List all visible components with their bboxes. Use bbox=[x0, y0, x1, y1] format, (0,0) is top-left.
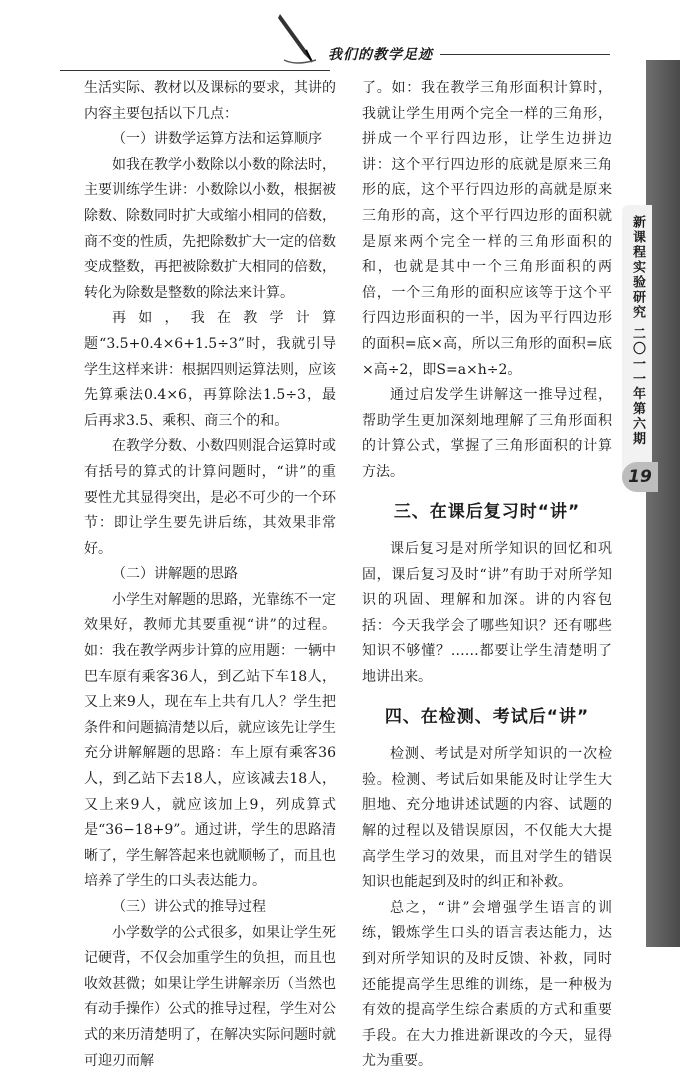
subsection-heading: （三）讲公式的推导过程 bbox=[112, 899, 266, 915]
subsection-heading: （二）讲解题的思路 bbox=[112, 566, 238, 583]
paragraph: 了。如：我在教学三角形面积计算时，我就让学生用两个完全一样的三角形，拼成一个平行四边形，让学生边拼边讲：这个平行四边形的底就是原来三角形的底，这个平行四边形的高就是原来三角形的高，这个平行四边形的面积就是原来两个完全一样的三角形面积的和，也就是其中一个三角形面积的两倍，一个三角形的面积应该等于这个平行四边形面积的一半，因为平行四边形的面积=底×高，所以三角形的面积=底×高÷2，即S=a×h÷2。 bbox=[362, 80, 612, 378]
page-header bbox=[0, 0, 680, 70]
header-title: 我们的教学足迹 bbox=[328, 47, 433, 63]
paragraph: 小学生对解题的思路，光靠练不一定效果好，教师尤其要重视“讲”的过程。如：我在教学两步计算的应用题：一辆中巴车原有乘客36人，到乙站下车18人，又上来9人，现在车上共有几人？学生把条件和问题搞清楚以后，就应该先让学生充分讲解解题的思路：车上原有乘客36人，到乙站下去18人，应该减去18人，又上来9人，就应该加上9，列成算式是“36−18+9”。通过讲，学生的思路清晰了，学生解答起来也就顺畅了，而且也培养了学生的口头表达能力。 bbox=[84, 591, 336, 890]
sidebar-band bbox=[646, 60, 680, 947]
issue-label: 二〇一一年第六期 bbox=[630, 326, 645, 447]
journal-name-and-issue bbox=[628, 215, 646, 447]
paragraph: 检测、考试是对所学知识的一次检验。检测、考试后如果能及时让学生大胆地、充分地讲述试题的内容、试题的解的过程以及错误原因，不仅能大大提高学生学习的效果，而且对学生的错误知识也能起到及时的纠正和补救。 bbox=[362, 746, 612, 891]
page-number: 19 bbox=[628, 467, 652, 487]
paragraph: 小学数学的公式很多，如果让学生死记硬背，不仅会加重学生的负担，而且也收效甚微；如果让学生讲解亲历（当然也有动手操作）公式的推导过程，学生对公式的来历清楚明了，在解决实际问题时就可迎刃而解 bbox=[84, 924, 336, 1069]
header-rule-left bbox=[60, 70, 330, 71]
subsection-heading: （一）讲数学运算方法和运算顺序 bbox=[112, 131, 322, 148]
header-rule bbox=[440, 54, 610, 55]
pen-icon bbox=[276, 10, 322, 66]
journal-sidebar bbox=[622, 0, 680, 947]
left-column bbox=[84, 76, 336, 1074]
page-number-badge bbox=[622, 462, 658, 492]
paragraph: 生活实际、教材以及课标的要求，其讲的内容主要包括以下几点： bbox=[84, 80, 336, 122]
paragraph: 通过启发学生讲解这一推导过程，帮助学生更加深刻地理解了三角形面积的计算公式，掌握了三角形面积的计算方法。 bbox=[362, 387, 612, 480]
paragraph: 再如，我在教学计算题“3.5+0.4×6+1.5÷3”时，我就引导学生这样来讲：根据四则运算法则，应该先算乘法0.4×6，再算除法1.5÷3，最后再求3.5、乘积、商三个的和。 bbox=[84, 310, 336, 429]
paragraph: 如我在教学小数除以小数的除法时，主要训练学生讲：小数除以小数，根据被除数、除数同时扩大或缩小相同的倍数，商不变的性质，先把除数扩大一定的倍数变成整数，再把被除数扩大相同的倍数，转化为除数是整数的除法来计算。 bbox=[84, 156, 336, 301]
paragraph: 在教学分数、小数四则混合运算时或有括号的算式的计算问题时，“讲”的重要性尤其显得突出，是必不可少的一个环节：即让学生要先讲后练，其效果非常好。 bbox=[84, 438, 336, 557]
section-heading: 四、在检测、考试后“讲” bbox=[384, 706, 590, 727]
right-column bbox=[362, 76, 612, 1075]
paragraph: 课后复习是对所学知识的回忆和巩固，课后复习及时“讲”有助于对所学知识的巩固、理解和加深。讲的内容包括：今天我学会了哪些知识？还有哪些知识不够懂？……都要让学生清楚明了地讲出来。 bbox=[362, 541, 612, 686]
paragraph: 总之，“讲”会增强学生语言的训练，锻炼学生口头的语言表达能力，达到对所学知识的及时反馈、补救，同时还能提高学生思维的训练，是一种极为有效的提高学生综合素质的方式和重要手段。在大力推进新课改的今天，显得尤为重要。 bbox=[362, 899, 612, 1070]
section-heading: 三、在课后复习时“讲” bbox=[393, 501, 581, 522]
journal-name: 新课程实验研究 bbox=[630, 215, 645, 320]
